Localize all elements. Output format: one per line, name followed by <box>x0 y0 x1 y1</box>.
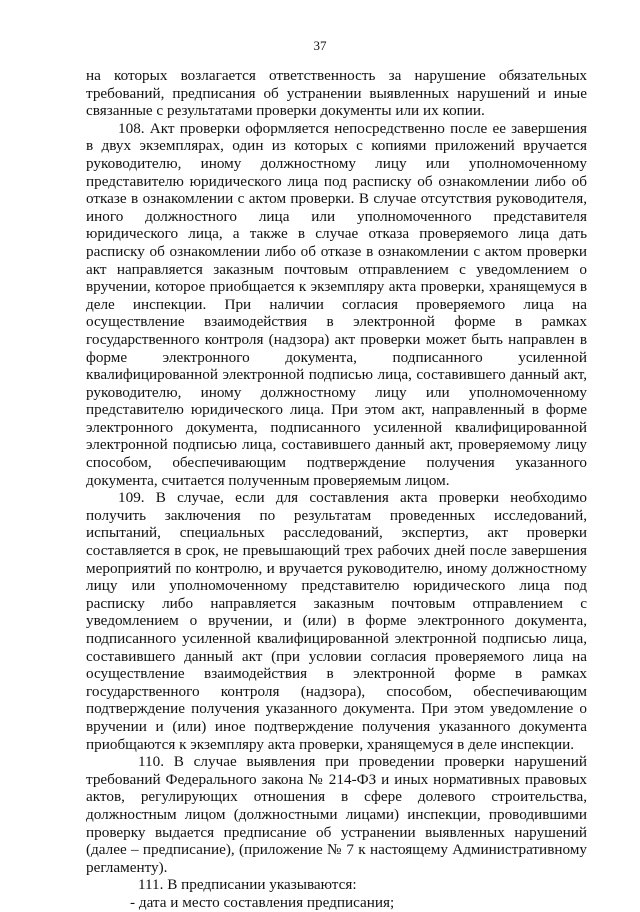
paragraph-108: 108. Акт проверки оформляется непосредственно после ее завершения в двух экземплярах, один из которых с копиями приложений вручается руководителю, иному должностному лицу или уполномоченному представителю юридического лица под расписку об ознакомлении либо об отказе в ознакомлении с актом проверки. В случае отсутствия руководителя, иного должностного лица или уполномоченного представителя юридического лица, а также в случае отказа проверяемого лица дать расписку об ознакомлении либо об отказе в ознакомлении с актом проверки акт направляется заказным почтовым отправлением с уведомлением о вручении, которое приобщается к экземпляру акта проверки, хранящемуся в деле инспекции. При наличии согласия проверяемого лица на осуществление взаимодействия в электронной форме в рамках государственного контроля (надзора) акт проверки может быть направлен в форме электронного документа, подписанного усиленной квалифицированной электронной подписью лица, составившего данный акт, руководителю, иному должностному лицу или уполномоченному представителю юридического лица. При этом акт, направленный в форме электронного документа, подписанного усиленной квалифицированной электронной подписью лица, составившего данный акт, проверяемому лицу способом, обеспечивающим подтверждение получения указанного документа, считается полученным проверяемым лицом. <box>86 119 587 489</box>
page-number: 37 <box>313 38 327 53</box>
paragraph-111: 111. В предписании указываются: <box>138 876 357 894</box>
document-body <box>86 67 587 912</box>
list-item: - дата и место составления предписания; <box>130 893 395 911</box>
paragraph-110: 110. В случае выявления при проведении проверки нарушений требований Федерального закона № 214-ФЗ и иных нормативных правовых актов, регулирующих отношения в сфере долевого строительства, должностным лицом (должностными лицами) инспекции, проводившими проверку выдается предписание об устранении выявленных нарушений (далее – предписание), (приложение № 7 к настоящему Административному регламенту). <box>86 753 587 876</box>
paragraph-109: 109. В случае, если для составления акта проверки необходимо получить заключения по результатам проведенных исследований, испытаний, специальных расследований, экспертиз, акт проверки составляется в срок, не превышающий трех рабочих дней после завершения мероприятий по контролю, и вручается руководителю, иному должностному лицу или уполномоченному представителю юридического лица под расписку либо направляется заказным почтовым отправлением с уведомлением о вручении, и (или) в форме электронного документа, подписанного усиленной квалифицированной электронной подписью лица, составившего данный акт (при условии согласия проверяемого лица на осуществление взаимодействия в электронной форме в рамках государственного контроля (надзора), способом, обеспечивающим подтверждение получения указанного документа. При этом уведомление о вручении и (или) иное подтверждение получения указанного документа приобщаются к экземпляру акта проверки, хранящемуся в деле инспекции. <box>86 489 587 753</box>
paragraph-continuation: на которых возлагается ответственность за нарушение обязательных требований, предписания об устранении выявленных нарушений и иные связанные с результатами проверки документы или их копии. <box>86 67 587 120</box>
